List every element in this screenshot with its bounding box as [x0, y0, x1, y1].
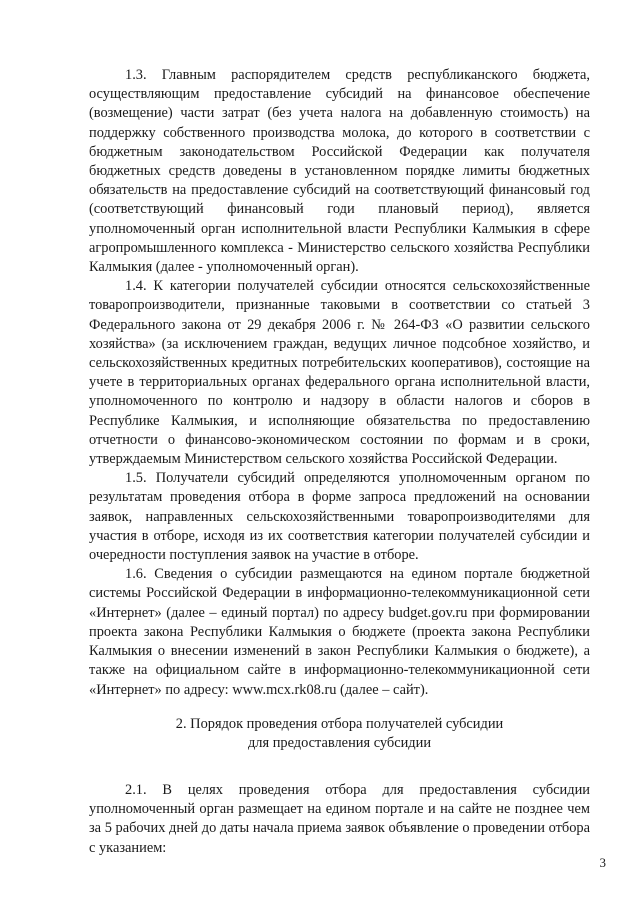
- document-page: [89, 66, 590, 858]
- page-number: 3: [599, 855, 606, 870]
- paragraph-2-1: 2.1. В целях проведения отбора для предоставления субсидии уполномоченный орган размещает на едином портале и на сайте не позднее чем за 5 рабочих дней до даты начала приема заявок объявление о проведении отбора с указанием:: [89, 781, 590, 856]
- section-2-heading-line-1: 2. Порядок проведения отбора получателей субсидии: [175, 715, 504, 732]
- paragraph-1-5: 1.5. Получатели субсидий определяются уполномоченным органом по результатам проведения отбора в форме запроса предложений на основании заявок, направленных сельскохозяйственными товаропроизводителями для участия в отборе, исходя из их соответствия категории получателей субсидии и очередности поступления заявок на участие в отборе.: [89, 470, 590, 564]
- paragraph-1-6: 1.6. Сведения о субсидии размещаются на едином портале бюджетной системы Российской Федерации в информационно-телекоммуникационной сети «Интернет» (далее – единый портал) по адресу budget.gov.ru при формировании проекта закона Республики Калмыкия о бюджете (проекта закона Республики Калмыкия о внесении изменений в закон Республики Калмыкия о бюджете), а также на официальном сайте в информационно-телекоммуникационной сети «Интернет» по адресу: www.mcx.rk08.ru (далее – сайт).: [89, 566, 590, 698]
- section-2-heading: [89, 715, 590, 754]
- paragraph-1-3: 1.3. Главным распорядителем средств республиканского бюджета, осуществляющим предоставление субсидий на финансовое обеспечение (возмещение) части затрат (без учета налога на добавленную стоимость) на поддержку собственного производства молока, до которого в соответствии с бюджетным законодательством Российской Федерации как получателя бюджетных средств доведены в установленном порядке лимиты бюджетных обязательств на предоставление субсидий на соответствующий финансовый год (соответствующий финансовый годи плановый период), является уполномоченный орган исполнительной власти Республики Калмыкия в сфере агропромышленного комплекса - Министерство сельского хозяйства Республики Калмыкия (далее - уполномоченный орган).: [89, 67, 590, 276]
- paragraph-1-4: 1.4. К категории получателей субсидии относятся сельскохозяйственные товаропроизводители, признанные таковыми в соответствии со статьей 3 Федерального закона от 29 декабря 2006 г. № 264-ФЗ «О развитии сельского хозяйства» (за исключением граждан, ведущих личное подсобное хозяйство, и сельскохозяйственных кредитных потребительских кооперативов), состоящие на учете в территориальных органах федерального органа исполнительной власти, уполномоченного по контролю и надзору в области налогов и сборов в Республике Калмыкия, и исполняющие обязательства по предоставлению отчетности о финансово-экономическом состоянии по формам и в сроки, утверждаемым Министерством сельского хозяйства Российской Федерации.: [89, 278, 590, 468]
- section-2-heading-line-2: для предоставления субсидии: [247, 735, 432, 752]
